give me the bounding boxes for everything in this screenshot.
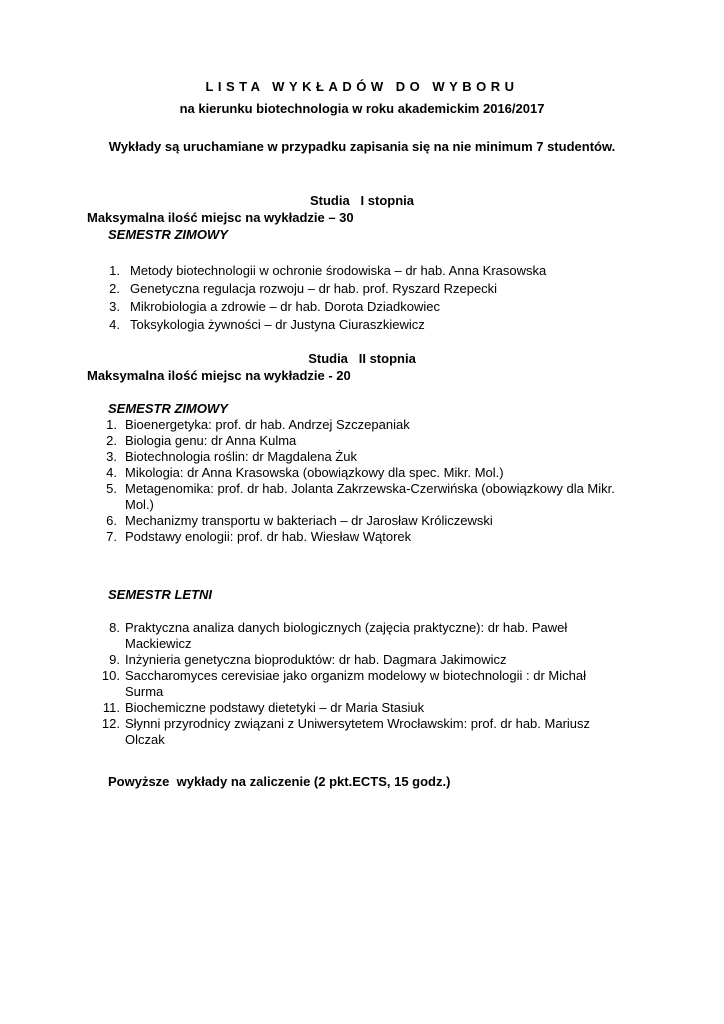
list-item-text: Bioenergetyka: prof. dr hab. Andrzej Szczepaniak xyxy=(125,417,410,432)
list-item-number: 4. xyxy=(106,465,117,480)
first-level-max-seats: Maksymalna ilość miejsc na wykładzie – 30 xyxy=(87,210,354,225)
first-level-lecture-list xyxy=(109,263,690,335)
list-item-number: 9. xyxy=(109,652,120,667)
list-item-text: Metagenomika: prof. dr hab. Jolanta Zakrzewska-Czerwińska (obowiązkowy dla Mikr. Mol.) xyxy=(125,481,615,512)
document-subtitle: na kierunku biotechnologia w roku akademickim 2016/2017 xyxy=(179,101,545,116)
list-item xyxy=(102,700,615,716)
list-item-number: 12. xyxy=(101,716,120,731)
document-title: LISTA WYKŁADÓW DO WYBORU xyxy=(205,79,519,94)
list-item-number: 8. xyxy=(109,620,120,635)
list-item xyxy=(106,513,645,529)
second-level-winter-lecture-list xyxy=(106,417,645,545)
list-item xyxy=(106,481,645,513)
list-item-text: Mechanizmy transportu w bakteriach – dr Jarosław Króliczewski xyxy=(125,513,493,528)
list-item-number: 5. xyxy=(106,481,117,496)
second-level-max-seats: Maksymalna ilość miejsc na wykładzie - 20 xyxy=(87,368,351,383)
list-item xyxy=(109,281,690,297)
list-item xyxy=(109,263,690,279)
list-item-text: Saccharomyces cerevisiae jako organizm modelowy w biotechnologii : dr Michał Surma xyxy=(125,668,586,699)
second-level-summer-lecture-list xyxy=(101,620,615,748)
list-item-number: 4. xyxy=(109,317,120,332)
list-item xyxy=(106,417,645,433)
second-level-summer-heading: SEMESTR LETNI xyxy=(108,587,213,602)
list-item-text: Mikologia: dr Anna Krasowska (obowiązkowy dla spec. Mikr. Mol.) xyxy=(125,465,504,480)
list-item xyxy=(109,317,690,333)
first-level-heading: Studia I stopnia xyxy=(309,193,414,208)
list-item xyxy=(109,620,615,652)
list-item xyxy=(106,465,645,481)
list-item-number: 2. xyxy=(106,433,117,448)
list-item xyxy=(106,529,645,545)
list-item xyxy=(106,449,645,465)
list-item-number: 6. xyxy=(106,513,117,528)
list-item-text: Biochemiczne podstawy dietetyki – dr Maria Stasiuk xyxy=(125,700,425,715)
list-item xyxy=(109,299,690,315)
list-item-number: 2. xyxy=(109,281,120,296)
enrollment-notice: Wykłady są uruchamiane w przypadku zapisania się na nie minimum 7 studentów. xyxy=(108,139,616,154)
second-level-winter-heading: SEMESTR ZIMOWY xyxy=(108,401,228,416)
first-level-semester-heading: SEMESTR ZIMOWY xyxy=(108,227,228,242)
list-item-text: Biologia genu: dr Anna Kulma xyxy=(125,433,297,448)
list-item-text: Toksykologia żywności – dr Justyna Ciuraszkiewicz xyxy=(130,317,425,332)
list-item-number: 10. xyxy=(101,668,120,683)
list-item-number: 1. xyxy=(106,417,117,432)
list-item-text: Słynni przyrodnicy związani z Uniwersytetem Wrocławskim: prof. dr hab. Mariusz Olczak xyxy=(125,716,591,747)
list-item-number: 3. xyxy=(109,299,120,314)
list-item-text: Genetyczna regulacja rozwoju – dr hab. prof. Ryszard Rzepecki xyxy=(130,281,498,296)
list-item xyxy=(106,433,645,449)
list-item-number: 11. xyxy=(102,700,120,715)
credits-note: Powyższe wykłady na zaliczenie (2 pkt.ECTS, 15 godz.) xyxy=(108,774,451,789)
list-item-text: Biotechnologia roślin: dr Magdalena Żuk xyxy=(125,449,357,464)
list-item xyxy=(101,716,615,748)
list-item-text: Mikrobiologia a zdrowie – dr hab. Dorota Dziadkowiec xyxy=(130,299,440,314)
list-item xyxy=(109,652,615,668)
list-item-text: Inżynieria genetyczna bioproduktów: dr hab. Dagmara Jakimowicz xyxy=(125,652,507,667)
list-item-text: Podstawy enologii: prof. dr hab. Wiesław Wątorek xyxy=(125,529,412,544)
list-item-text: Praktyczna analiza danych biologicznych (zajęcia praktyczne): dr hab. Paweł Mackiewicz xyxy=(125,620,568,651)
list-item-number: 3. xyxy=(106,449,117,464)
second-level-heading: Studia II stopnia xyxy=(308,351,416,366)
list-item-number: 1. xyxy=(109,263,120,278)
list-item-number: 7. xyxy=(106,529,117,544)
list-item xyxy=(101,668,615,700)
list-item-text: Metody biotechnologii w ochronie środowiska – dr hab. Anna Krasowska xyxy=(130,263,547,278)
